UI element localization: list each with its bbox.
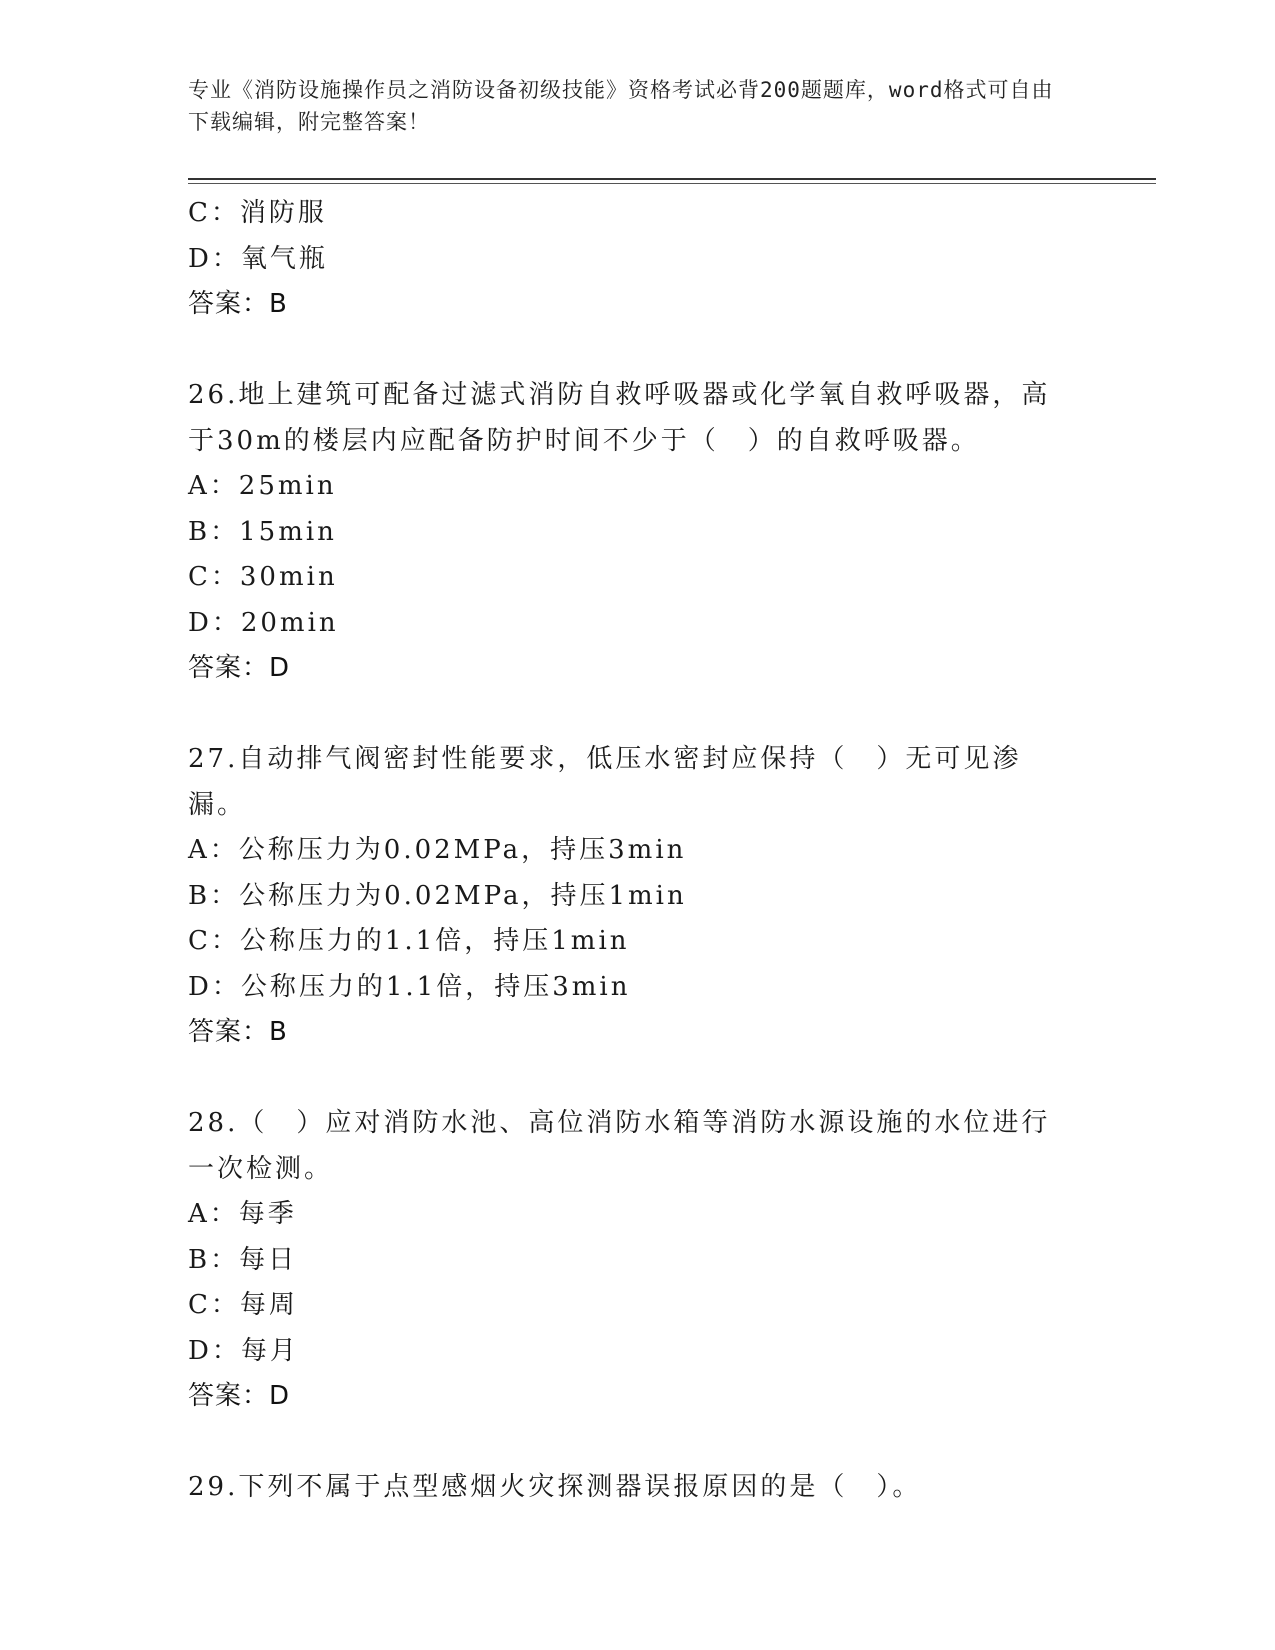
header-divider bbox=[188, 178, 1156, 180]
answer: 答案：D bbox=[188, 653, 291, 683]
option-c: C：公称压力的1.1倍，持压1min bbox=[188, 926, 630, 956]
question-27 bbox=[188, 737, 1088, 1056]
option-c: C：30min bbox=[188, 562, 338, 592]
option-d: D：20min bbox=[188, 607, 339, 638]
option-a: A：公称压力为0.02MPa，持压3min bbox=[188, 835, 687, 865]
question-list bbox=[188, 191, 1088, 1511]
option-d: D：公称压力的1.1倍，持压3min bbox=[188, 971, 631, 1002]
question-26 bbox=[188, 373, 1088, 692]
option-a: A：每季 bbox=[188, 1199, 297, 1229]
option-d: D：氧气瓶 bbox=[188, 243, 328, 274]
option-b: B：公称压力为0.02MPa，持压1min bbox=[188, 880, 687, 911]
question-28 bbox=[188, 1101, 1088, 1420]
header-divider-thin bbox=[188, 183, 1156, 184]
option-b: B：每日 bbox=[188, 1244, 298, 1275]
answer: 答案：D bbox=[188, 1381, 291, 1411]
option-d: D：每月 bbox=[188, 1335, 299, 1366]
question-stem: 29.下列不属于点型感烟火灾探测器误报原因的是（ ）。 bbox=[188, 1472, 922, 1502]
question-stem: 26.地上建筑可配备过滤式消防自救呼吸器或化学氧自救呼吸器，高于30m的楼层内应配备防护时间不少于（ ）的自救呼吸器。 bbox=[188, 380, 1051, 456]
question-stem: 27.自动排气阀密封性能要求，低压水密封应保持（ ）无可见渗漏。 bbox=[188, 744, 1022, 820]
option-c: C：每周 bbox=[188, 1290, 298, 1320]
document-header: 专业《消防设施操作员之消防设备初级技能》资格考试必背200题题库，word格式可自由下载编辑，附完整答案！ bbox=[188, 78, 1054, 134]
option-a: A：25min bbox=[188, 471, 337, 501]
answer: 答案：B bbox=[188, 1017, 288, 1047]
answer: 答案：B bbox=[188, 289, 288, 319]
question-stem: 28.（ ）应对消防水池、高位消防水箱等消防水源设施的水位进行一次检测。 bbox=[188, 1108, 1051, 1184]
option-b: B：15min bbox=[188, 516, 337, 547]
option-c: C：消防服 bbox=[188, 198, 327, 228]
question-29 bbox=[188, 1465, 1088, 1511]
